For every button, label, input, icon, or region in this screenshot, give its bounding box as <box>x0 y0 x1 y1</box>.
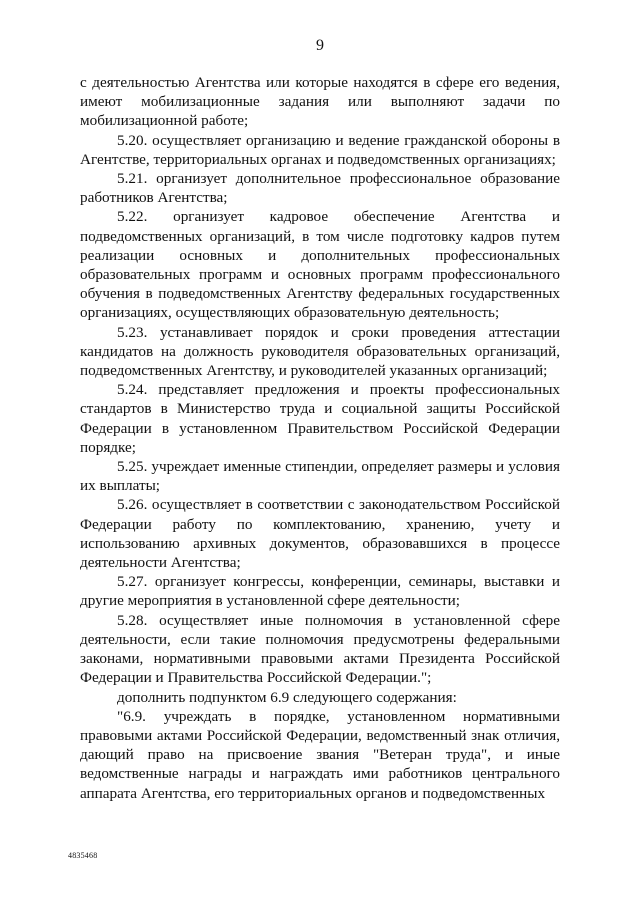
paragraph: 5.23. устанавливает порядок и сроки проведения аттестации кандидатов на должность руководителя образовательных организаций, подведомственных Агентству, и руководителей указанных организаций; <box>80 323 560 380</box>
document-body <box>80 73 560 803</box>
paragraph: 5.28. осуществляет иные полномочия в установленной сфере деятельности, если такие полномочия предусмотрены федеральными законами, нормативными правовыми актами Президента Российской Федерации и Правительства Российской Федерации."; <box>80 611 560 687</box>
paragraph: 5.22. организует кадровое обеспечение Агентства и подведомственных организаций, в том числе подготовку кадров путем реализации основных и дополнительных профессиональных образовательных программ и основных программ профессионального обучения в подведомственных Агентству федеральных государственных организациях, осуществляющих образовательную деятельность; <box>80 208 560 322</box>
paragraph: 5.26. осуществляет в соответствии с законодательством Российской Федерации работу по комплектованию, хранению, учету и использованию архивных документов, образовавшихся в процессе деятельности Агентства; <box>80 496 560 572</box>
paragraph: 5.25. учреждает именные стипендии, определяет размеры и условия их выплаты; <box>80 458 560 495</box>
document-code: 4835468 <box>68 851 98 860</box>
paragraph: 5.21. организует дополнительное профессиональное образование работников Агентства; <box>80 170 560 207</box>
page-number: 9 <box>316 37 324 54</box>
paragraph: дополнить подпунктом 6.9 следующего содержания: <box>117 688 457 706</box>
paragraph: 5.27. организует конгрессы, конференции, семинары, выставки и другие мероприятия в установленной сфере деятельности; <box>80 573 560 610</box>
paragraph: "6.9. учреждать в порядке, установленном нормативными правовыми актами Российской Федерации, ведомственный знак отличия, дающий право на присвоение звания "Ветеран труда", и иные ведомственные награды и награждать ими работников центрального аппарата Агентства, его территориальных органов и подведомственных <box>80 707 560 802</box>
paragraph: с деятельностью Агентства или которые находятся в сфере его ведения, имеют мобилизационные задания или выполняют задачи по мобилизационной работе; <box>80 74 560 130</box>
paragraph: 5.20. осуществляет организацию и ведение гражданской обороны в Агентстве, территориальных органах и подведомственных организациях; <box>80 131 560 168</box>
paragraph: 5.24. представляет предложения и проекты профессиональных стандартов в Министерство труда и социальной защиты Российской Федерации в установленном Правительством Российской Федерации порядке; <box>80 381 560 456</box>
